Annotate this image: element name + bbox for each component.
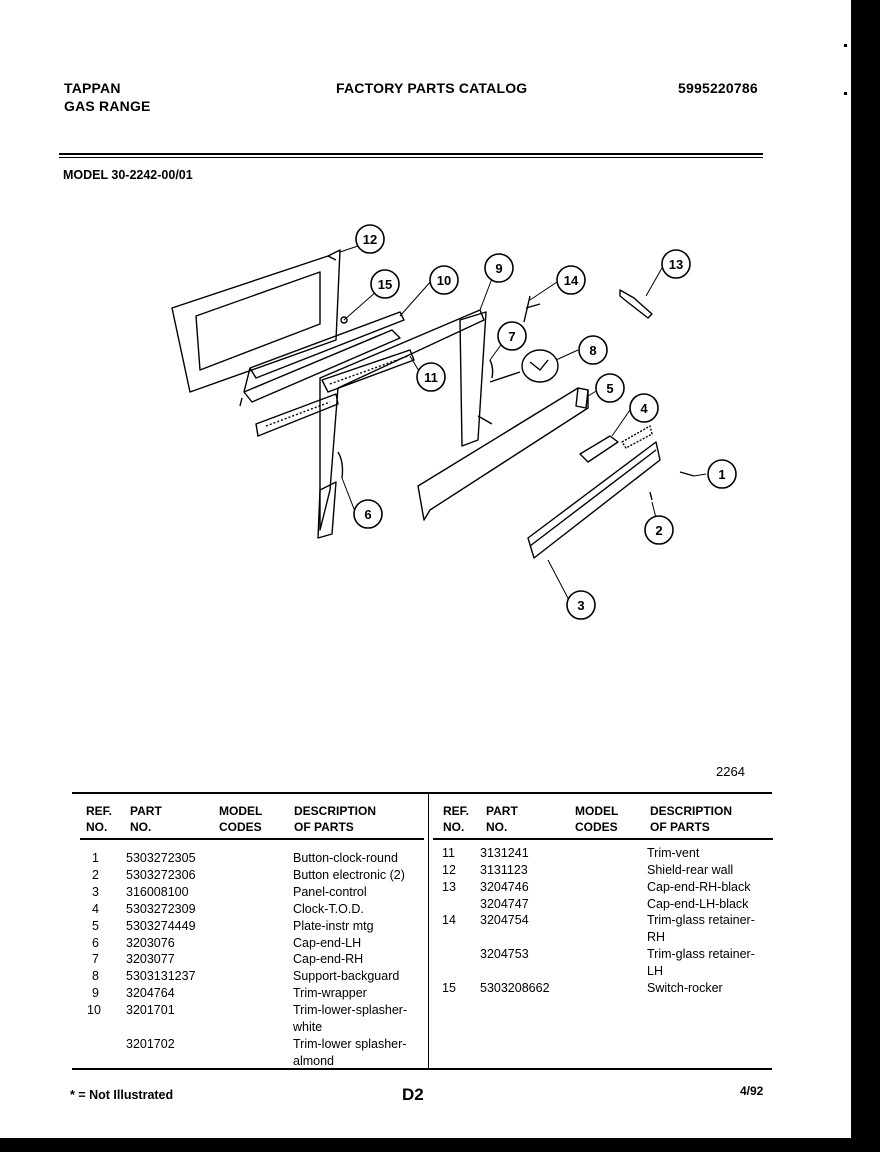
electronic-button-part [650,492,652,500]
callout-9: 9 [495,261,503,276]
header-desc-left: DESCRIPTION OF PARTS [294,804,377,834]
header-rule-thin [59,157,763,158]
callout-3: 3 [577,598,585,613]
table-header-rule-right [433,838,773,840]
end-cap-rh-part [490,360,493,378]
header-desc-right: DESCRIPTION OF PARTS [650,804,733,834]
figure-number: 2264 [716,764,745,779]
callout-15: 15 [377,277,393,292]
header-ref-left: REF. NO. [86,804,113,834]
header-model-right: MODEL CODES [575,804,619,834]
catalog-title: FACTORY PARTS CATALOG [336,80,528,96]
support-backguard-part [522,350,558,382]
control-panel-part [528,442,663,558]
revision-date: 4/92 [740,1084,764,1098]
table-bottom-rule [72,1068,772,1070]
brand-name: TAPPAN [64,80,121,96]
model-number: MODEL 30-2242-00/01 [63,168,193,182]
not-illustrated-note: * = Not Illustrated [70,1088,174,1102]
callout-5: 5 [606,381,614,396]
clock-part [580,436,618,462]
callout-4: 4 [640,401,648,416]
instrument-plate-part [418,388,588,520]
page-number: D2 [402,1085,424,1104]
header-ref-right: REF. NO. [443,804,470,834]
end-cap-lh-part [338,452,343,478]
header-part-right: PART NO. [486,804,518,834]
glass-retainer-part [524,296,530,322]
callout-8: 8 [589,343,597,358]
edge-mark [844,92,847,95]
header-rule [59,153,763,155]
callout-6: 6 [364,507,372,522]
callout-10: 10 [436,273,452,288]
shield-window [196,272,320,370]
callout-12: 12 [362,232,378,247]
callout-labels [354,225,736,619]
clock-button-part [680,472,694,476]
table-column-divider [428,793,429,1069]
callout-2: 2 [655,523,663,538]
edge-mark [844,44,847,47]
exploded-parts-diagram [160,220,780,630]
callout-1: 1 [718,467,726,482]
callout-11: 11 [424,370,438,385]
callout-7: 7 [508,329,516,344]
callout-13: 13 [668,257,684,272]
product-type: GAS RANGE [64,98,151,114]
catalog-number: 5995220786 [678,80,758,96]
callout-14: 14 [563,273,579,288]
header-part-left: PART NO. [130,804,162,834]
shield-rear-wall-part [172,250,340,392]
table-top-rule [72,792,772,794]
table-header-rule-left [80,838,424,840]
catalog-sheet: TAPPAN GAS RANGE FACTORY PARTS CATALOG 5995220786 MODEL 30-2242-00/01 1 2 3 4 5 6 7 8 9 10 11 12 13 14 15 2264 REF. NO. PART NO. MODEL CODES DESCRIPTION OF PARTS REF. NO. PART NO. MODEL CODES DESCRIPTION OF PARTS 1 5303272305 Button-clock-round 2 5303272306 Button electronic (2) 3 316008100 Panel-control 4 5303272309 Clock-T.O.D. 5 5303274449 Plate-instr mtg 6 3203076 Cap-end-LH 7 3203077 Cap-end-RH 8 5303131237 Support-backguard 9 3204764 Trim-wrapper 10 3201701 Trim-lower-splasher- white 3201702 Trim-lower splasher- almond 11 3131241 Trim-vent 12 3131123 Shield-rear wall 13 3204746 Cap-end-RH-black 3204747 Cap-end-LH-black 14 3204754 Trim-glass retainer- RH 3204753 Trim-glass retainer- LH 15 5303208662 Switch-rocker * = Not Illustrated D2 4/92 [0,0,851,1138]
header-model-left: MODEL CODES [219,804,263,834]
